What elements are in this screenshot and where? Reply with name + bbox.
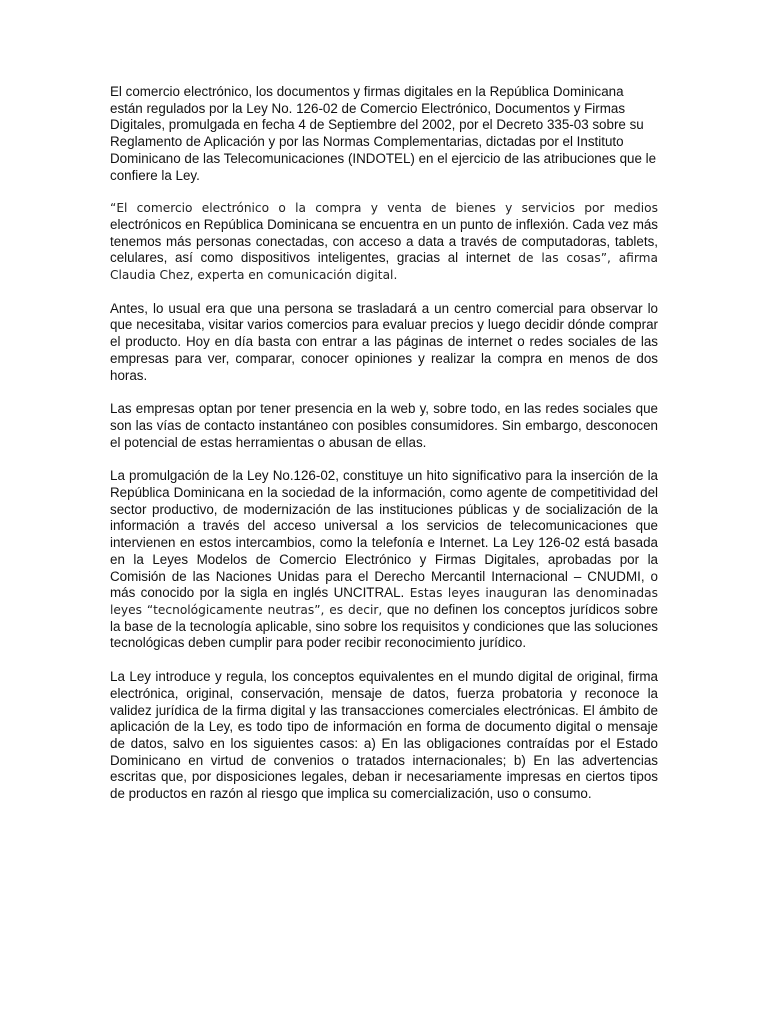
paragraph-before-and-now [110, 301, 658, 385]
paragraph-legal-framework [110, 84, 658, 184]
document-page [110, 84, 658, 820]
paragraph-text: La Ley introduce y regula, los conceptos equivalentes en el mundo digital de original, firma electrónica, original, conservación, mensaje de datos, fuerza probatoria y reconoce la validez jurídica de la firma digital y las transacciones comerciales electrónicas. El ámbito de aplicación de la Ley, es todo tipo de información en forma de documento digital o mensaje de datos, salvo en los siguientes casos: a) En las obligaciones contraídas por el Estado Dominicano en virtud de convenios o tratados internacionales; b) En las advertencias escritas que, por disposiciones legales, deban ir necesariamente impresas en ciertos tipos de productos en razón al riesgo que implica su comercialización, uso o consumo. [110, 669, 658, 802]
paragraph-law-promulgation [110, 468, 658, 652]
paragraph-quote [110, 200, 658, 284]
paragraph-law-scope [110, 669, 658, 803]
paragraph-text: Antes, lo usual era que una persona se trasladará a un centro comercial para observar lo que necesitaba, visitar varios comercios para evaluar precios y luego decidir dónde comprar el producto. Hoy en día basta con entrar a las páginas de internet o redes sociales de las empresas para ver, comparar, conocer opiniones y realizar la compra en menos de dos horas. [110, 300, 658, 383]
quote-body-text: electrónicos en República Dominicana se encuentra en un punto de inflexión. Cada vez más tenemos más personas conectadas, con acceso a data a través de computadoras, tablets, celulares, así como dispositivos inteligentes, gracias al internet [110, 216, 658, 266]
paragraph-text: La promulgación de la Ley No.126-02, constituye un hito significativo para la inserción de la República Dominicana en la sociedad de la información, como agente de competitividad del sector productivo, de modernización de las instituciones públicas y de socialización de la información a través del acceso universal a los servicios de telecomunicaciones que intervienen en estos intercambios, como la telefonía e Internet. La Ley 126-02 está basada en la Leyes Modelos de Comercio Electrónico y Firmas Digitales, aprobadas por la Comisión de las Naciones Unidas para el Derecho Mercantil Internacional – CNUDMI, o más conocido por la sigla en inglés UNCITRAL. [110, 468, 658, 601]
paragraph-neutral-laws-text: Estas leyes inauguran las denominadas leyes “tecnológicamente neutras”, es decir, [110, 586, 658, 617]
paragraph-text-continued: que no definen los conceptos jurídicos sobre la base de la tecnología aplicable, sino sobre los requisitos y condiciones que las soluciones tecnológicas deben cumplir para poder recibir reconocimiento jurídico. [110, 601, 658, 651]
quote-attribution-text: de las cosas”, afirma Claudia Chez, experta en comunicación digital. [110, 251, 658, 283]
quote-opening-text: “El comercio electrónico o la compra y venta de bienes y servicios por medios [110, 201, 658, 216]
paragraph-companies [110, 401, 658, 451]
paragraph-text: El comercio electrónico, los documentos y firmas digitales en la República Dominicana están regulados por la Ley No. 126-02 de Comercio Electrónico, Documentos y Firmas Digitales, promulgada en fecha 4 de Septiembre del 2002, por el Decreto 335-03 sobre su Reglamento de Aplicación y por las Normas Complementarias, dictadas por el Instituto Dominicano de las Telecomunicaciones (INDOTEL) en el ejercicio de las atribuciones que le confiere la Ley. [110, 84, 657, 183]
paragraph-text: Las empresas optan por tener presencia en la web y, sobre todo, en las redes sociales que son las vías de contacto instantáneo con posibles consumidores. Sin embargo, desconocen el potencial de estas herramientas o abusan de ellas. [110, 401, 658, 450]
